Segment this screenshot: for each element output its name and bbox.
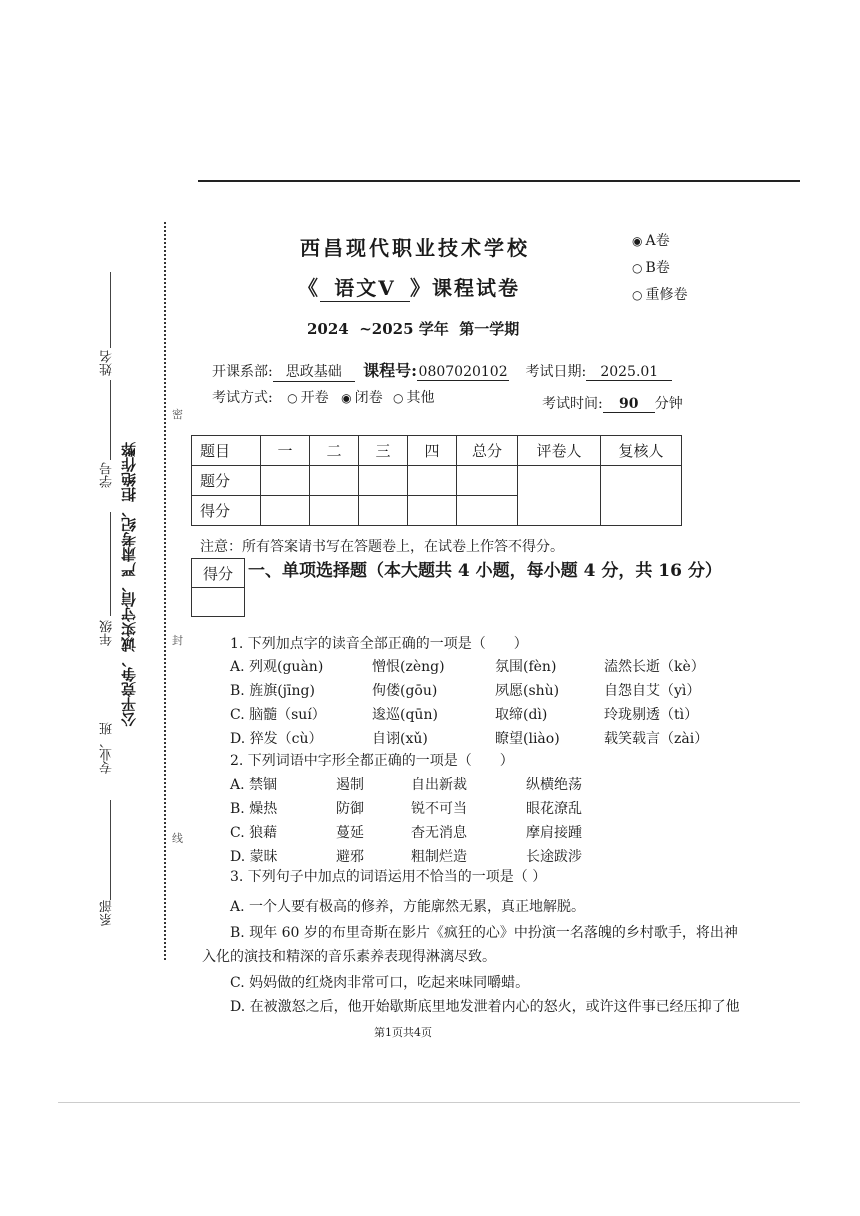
radio-selected-icon: ◉ (632, 234, 643, 248)
q2-option-b-4: 眼花潦乱 (526, 801, 582, 817)
paper-option-b[interactable]: ○ B卷 (632, 260, 670, 276)
exam-date-label: 考试日期: (525, 364, 587, 380)
dept-label: 开课系部: (212, 364, 273, 380)
binding-student-no-label: 学号 (100, 462, 115, 488)
score-header-cell: 一 (261, 436, 310, 466)
score-header-cell: 二 (310, 436, 359, 466)
score-header-cell: 四 (408, 436, 457, 466)
score-cell[interactable] (310, 496, 359, 526)
q2-option-b-1: B. 燥热 (230, 801, 278, 817)
score-cell[interactable] (261, 496, 310, 526)
notice: 注意：所有答案请书写在答题卷上，在试卷上作答不得分。 (200, 539, 564, 555)
binding-dotted-line (164, 222, 166, 960)
course-title-suffix: 》课程试卷 (410, 276, 520, 300)
course-title (298, 272, 520, 302)
seal-char-feng: 封 (172, 634, 183, 647)
exam-time-label: 考试时间: (542, 396, 603, 412)
q2-option-a-3: 自出新裁 (411, 777, 467, 793)
radio-empty-icon: ○ (632, 288, 643, 302)
header-rule (198, 180, 800, 182)
course-name: 语文Ⅴ (320, 272, 410, 302)
q2-option-c-4: 摩肩接踵 (526, 825, 582, 841)
paper-option-retake[interactable]: ○ 重修卷 (632, 287, 688, 303)
q3-option-b-line1: B. 现年 60 岁的布里奇斯在影片《疯狂的心》中扮演一名落魄的乡村歌手，将出神 (230, 925, 738, 941)
q1-option-d-4: 载笑载言（zài） (604, 731, 709, 747)
course-no-value: 0807020102 (418, 364, 508, 380)
q1-option-a-3: 氛围(fèn) (495, 659, 557, 675)
binding-major-class-label: 专业、班 (100, 722, 115, 774)
q3-option-a: A. 一个人要有极高的修养，方能廓然无累，真正地解脱。 (230, 899, 586, 915)
score-header-cell: 三 (359, 436, 408, 466)
q2-option-c-2: 蔓延 (336, 825, 364, 841)
radio-empty-icon: ○ (393, 391, 404, 405)
q1-option-c-3: 取缔(dì) (495, 707, 548, 723)
score-cell[interactable] (457, 466, 518, 496)
q1-option-c-2: 逡巡(qūn) (372, 707, 438, 723)
q2-option-b-2: 防御 (336, 801, 364, 817)
q1-option-c-1: C. 脑髓（suí） (230, 707, 326, 723)
q2-option-d-4: 长途跋涉 (526, 849, 582, 865)
course-no-label: 课程号: (363, 361, 418, 380)
seal-char-mi: 密 (172, 408, 183, 421)
binding-major-line (110, 800, 111, 900)
page-number: 第1页共4页 (374, 1026, 432, 1039)
q2-option-c-3: 杳无消息 (411, 825, 467, 841)
q1-option-c-4: 玲珑剔透（tì） (604, 707, 699, 723)
q1-option-b-1: B. 旌旗(jīng) (230, 683, 315, 699)
q3-option-d: D. 在被激怒之后，他开始歇斯底里地发泄着内心的怒火，或许这件事已经压抑了他 (230, 999, 740, 1015)
q1-option-d-1: D. 猝发（cù） (230, 731, 323, 747)
paper-option-a[interactable]: ◉ A卷 (632, 233, 670, 249)
q2-stem: 2. 下列词语中字形全都正确的一项是（ ） (230, 753, 514, 769)
binding-slogan: 公平竞争、诚实守信、严肃考纪、拒绝作弊 (120, 442, 138, 727)
binding-student-no-line (110, 380, 111, 460)
score-cell[interactable] (261, 466, 310, 496)
exam-mode-label: 考试方式: (212, 390, 273, 406)
q1-option-d-3: 瞭望(liào) (495, 731, 560, 747)
exam-mode-other[interactable]: ○ 其他 (393, 390, 435, 406)
score-table-row (192, 466, 682, 496)
q1-option-d-2: 自诩(xǔ) (372, 731, 428, 747)
score-table-header-row (192, 436, 682, 466)
score-row-label: 题分 (192, 466, 261, 496)
exam-time-value: 90 (603, 396, 655, 413)
exam-time-unit: 分钟 (654, 396, 683, 412)
section1-score-cell[interactable] (192, 588, 245, 617)
q3-option-b-line2: 入化的演技和精深的音乐素养表现得淋漓尽致。 (202, 949, 496, 965)
course-title-prefix: 《 (298, 276, 320, 300)
page-bottom-edge (58, 1102, 800, 1103)
score-cell[interactable] (310, 466, 359, 496)
exam-date-value: 2025.01 (586, 364, 672, 381)
q2-option-c-1: C. 狼藉 (230, 825, 278, 841)
score-cell[interactable] (457, 496, 518, 526)
score-header-cell: 题目 (192, 436, 261, 466)
score-header-cell: 复核人 (601, 436, 682, 466)
seal-char-xian: 线 (172, 832, 183, 845)
radio-empty-icon: ○ (632, 261, 643, 275)
meta-row-2 (212, 387, 435, 407)
score-header-cell: 总分 (457, 436, 518, 466)
q2-option-b-3: 锐不可当 (411, 801, 467, 817)
section1-score-box (191, 558, 245, 617)
school-title: 西昌现代职业技术学校 (300, 236, 530, 260)
q2-option-a-4: 纵横绝荡 (526, 777, 582, 793)
q2-option-d-2: 避邪 (336, 849, 364, 865)
reviewer-cell[interactable] (601, 466, 682, 526)
q1-option-b-4: 自怨自艾（yì） (604, 683, 701, 699)
academic-year: 2024 ~2025 学年 第一学期 (307, 320, 520, 338)
score-cell[interactable] (408, 466, 457, 496)
binding-name-label: 姓名 (100, 350, 115, 376)
exam-mode-closed[interactable]: ◉ 闭卷 (341, 390, 383, 406)
radio-empty-icon: ○ (287, 391, 298, 405)
dept-value: 思政基础 (273, 361, 355, 382)
exam-time (542, 393, 683, 413)
q3-stem: 3. 下列句子中加点的词语运用不恰当的一项是（ ） (230, 869, 547, 885)
q2-option-d-1: D. 蒙昧 (230, 849, 278, 865)
q1-option-b-2: 佝偻(gōu) (372, 683, 438, 699)
score-cell[interactable] (359, 466, 408, 496)
binding-name-line (110, 272, 111, 348)
q2-option-a-1: A. 禁锢 (230, 777, 278, 793)
q1-option-b-3: 夙愿(shù) (495, 683, 560, 699)
q1-option-a-1: A. 列观(guàn) (230, 659, 324, 675)
grader-cell[interactable] (518, 466, 601, 526)
radio-selected-icon: ◉ (341, 391, 352, 405)
q2-option-d-3: 粗制烂造 (411, 849, 467, 865)
q2-option-a-2: 遏制 (336, 777, 364, 793)
q1-option-a-2: 憎恨(zèng) (372, 659, 445, 675)
score-cell[interactable] (408, 496, 457, 526)
score-header-cell: 评卷人 (518, 436, 601, 466)
score-cell[interactable] (359, 496, 408, 526)
exam-mode-open[interactable]: ○ 开卷 (287, 390, 329, 406)
section1-title: 一、单项选择题（本大题共 4 小题，每小题 4 分，共 16 分） (248, 561, 722, 581)
binding-grade-label: 年级 (100, 620, 115, 646)
binding-grade-line (110, 512, 111, 616)
q1-option-a-4: 溘然长逝（kè） (604, 659, 705, 675)
q1-stem: 1. 下列加点字的读音全部正确的一项是（ ） (230, 636, 528, 652)
q3-option-c: C. 妈妈做的红烧肉非常可口，吃起来味同嚼蜡。 (230, 975, 530, 991)
binding-department-label: 系部 (100, 900, 115, 926)
meta-row-1 (212, 358, 672, 382)
section1-score-label: 得分 (192, 559, 245, 588)
score-row-label: 得分 (192, 496, 261, 526)
score-table (191, 435, 682, 526)
